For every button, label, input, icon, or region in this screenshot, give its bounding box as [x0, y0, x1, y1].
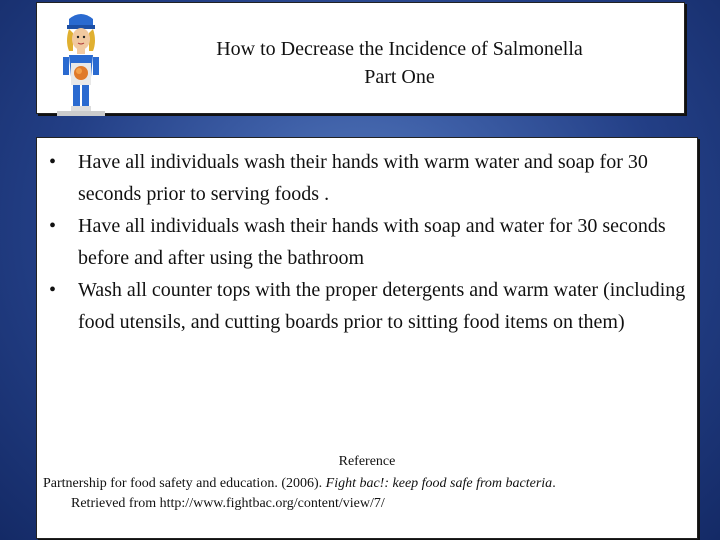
chef-mascot-icon — [51, 11, 111, 119]
title-box — [36, 2, 685, 114]
reference-citation — [43, 475, 556, 493]
bullet-item — [43, 146, 695, 210]
slide-title — [127, 35, 672, 91]
bullet-item — [43, 274, 695, 338]
bullet-list — [43, 146, 695, 338]
bullet-marker: • — [49, 279, 57, 301]
bullet-text: Wash all counter tops with the proper detergents and warm water (including food utensils, and cutting boards prior to sitting food items on them) — [78, 279, 686, 333]
title-line-1: How to Decrease the Incidence of Salmonella — [216, 38, 583, 60]
content-box — [36, 137, 698, 539]
bullet-marker: • — [49, 151, 57, 173]
reference-heading-text: Reference — [338, 454, 396, 469]
citation-title: Fight bac!: keep food safe from bacteria — [325, 476, 553, 491]
citation-suffix: . — [552, 476, 556, 491]
reference-heading — [37, 453, 697, 471]
bullet-text: Have all individuals wash their hands with soap and water for 30 seconds before and after using the bathroom — [78, 215, 666, 269]
bullet-item — [43, 210, 695, 274]
bullet-text: Have all individuals wash their hands with warm water and soap for 30 seconds prior to serving foods . — [78, 151, 648, 205]
title-line-2: Part One — [364, 66, 435, 88]
reference-retrieved: Retrieved from http://www.fightbac.org/content/view/7/ — [71, 496, 385, 511]
citation-prefix: Partnership for food safety and education. (2006). — [43, 476, 326, 491]
bullet-marker: • — [49, 215, 57, 237]
